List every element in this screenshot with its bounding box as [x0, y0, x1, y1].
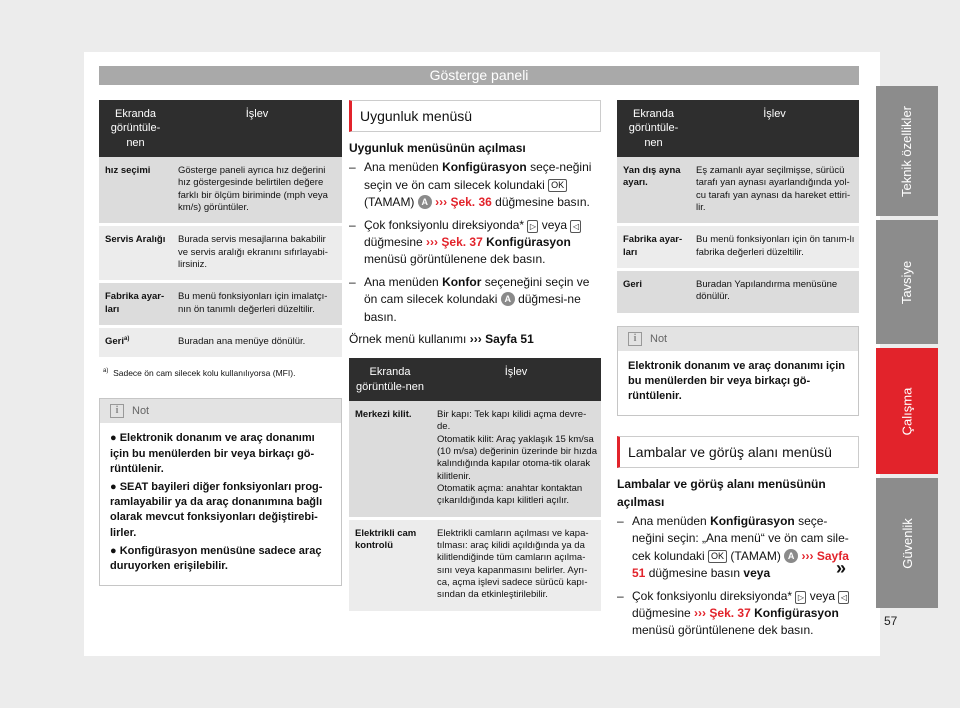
- callout-a-icon: A: [501, 292, 515, 306]
- function-table-3: [617, 100, 859, 316]
- table-row: Fabrika ayar-ları Bu menü fonksiyonları için ön tanım-lı fabrika değerleri düzeltilir.: [617, 225, 859, 270]
- page-link[interactable]: Sayfa 51: [632, 548, 849, 581]
- figure-link[interactable]: Şek. 37: [441, 234, 483, 249]
- ok-key-icon: OK: [708, 550, 727, 563]
- instruction-step: – Ana menüden Konfor seçeneğini seçin ve ön cam silecek kolundaki A düğmesi-ne basın.: [349, 274, 601, 326]
- ok-key-icon: OK: [548, 179, 567, 192]
- table-header-function: İşlev: [172, 100, 342, 157]
- section-title: Lambalar ve görüş alanı menüsü: [617, 436, 859, 468]
- note-title: Not: [132, 405, 150, 418]
- callout-a-icon: A: [784, 549, 798, 563]
- table-row: Fabrika ayar-ları Bu menü fonksiyonları için imalatçı-nın ön tanımlı değerleri düzeltilir.: [99, 282, 342, 327]
- table-row: Elektrikli cam kontrolü Elektrikli camların açılması ve kapa-tılması: araç kilidi açıldığında ya da kilitlendiğinde tüm camların açılma-sını veya kapanmasını belirler. Ayrı-ca, açma işlevi sadece sürücü kapı-sından da etkinleştirilebilir.: [349, 518, 601, 612]
- instruction-step: – Çok fonksiyonlu direksiyonda* ▷ veya ◁ düğmesine ››› Şek. 37 Konfigürasyon menüsü görüntülenene dek basın.: [349, 217, 601, 269]
- arrow-left-key-icon: ◁: [838, 591, 849, 604]
- column-right: [617, 100, 859, 645]
- table-row: hız seçimi Gösterge paneli ayrıca hız değerini hız göstergesinde belirtilen değere farklı bir ölçüm biriminde (mph veya km/s) görüntüler.: [99, 157, 342, 225]
- info-icon: i: [628, 332, 642, 346]
- arrow-left-key-icon: ◁: [570, 220, 581, 233]
- note-text: Elektronik donanım ve araç donanımı için bu menülerden bir veya birkaçı gö-rüntülenir.: [628, 359, 846, 402]
- arrow-right-key-icon: ▷: [527, 220, 538, 233]
- column-middle: [349, 100, 601, 614]
- subheading: Uygunluk menüsünün açılması: [349, 141, 526, 155]
- note-bullet: ● Konfigürasyon menüsüne sadece araç duruyorken erişilebilir.: [110, 544, 322, 572]
- footnote: $^{a)}$ Sadece ön cam silecek kolu kullanılıyorsa (MFI).: [103, 368, 296, 379]
- table-row: Merkezi kilit. Bir kapı: Tek kapı kilidi açma devre-de. Otomatik kilit: Araç yaklaşık 15 km/sa (10 m/sa) değerinin üzerinde bir hızda kalındığında kapılar otoma-tik olarak kilitlenir. Otomatik açma: anahtar kontaktan çıkarıldığında kapı kilitleri açılır.: [349, 401, 601, 518]
- note-box: [99, 398, 342, 586]
- note-bullet: ● SEAT bayileri diğer fonksiyonları prog-ramlayabilir ya da araç donanımına bağlı olarak mevcut fonksiyonları değiştirebi-lirler.: [110, 481, 323, 539]
- tab-guvenlik[interactable]: Güvenlik: [876, 478, 938, 608]
- table-header-function: İşlev: [431, 358, 601, 401]
- tab-tavsiye[interactable]: Tavsiye: [876, 220, 938, 344]
- note-title: Not: [650, 332, 668, 345]
- table-header-display: Ekranda görüntüle-nen: [99, 100, 172, 157]
- tab-calisma[interactable]: Çalışma: [876, 348, 938, 474]
- page-link[interactable]: Sayfa 51: [485, 331, 534, 346]
- tab-teknik-ozellikler[interactable]: Teknik özellikler: [876, 86, 938, 216]
- note-box: [617, 326, 859, 417]
- column-left: [99, 100, 342, 586]
- arrow-right-key-icon: ▷: [795, 591, 806, 604]
- continue-icon: »: [836, 558, 847, 578]
- note-bullet: ● Elektronik donanım ve araç donanımı için bu menülerden bir veya birkaçı gö-rüntülenir.: [110, 432, 315, 475]
- table-header-display: Ekranda görüntüle-nen: [617, 100, 690, 157]
- function-table-2: [349, 358, 601, 613]
- table-row: Geri$^{a)}$ Buradan ana menüye dönülür.: [99, 326, 342, 359]
- table-row: Servis Aralığı Burada servis mesajlarına bakabilir ve servis aralığı ekranını sıfırlayabi-lirsiniz.: [99, 225, 342, 282]
- instruction-step: – Ana menüden Konfigürasyon seçe-neğini seçin: „Ana menü“ ve ön cam sile-cek kolundaki OK (TAMAM) A ››› Sayfa 51 düğmesine basın veya: [617, 513, 859, 583]
- callout-a-icon: A: [418, 195, 432, 209]
- table-row: Yan dış ayna ayarı. Eş zamanlı ayar seçilmişse, sürücü tarafı yan aynası ayarlandığında yol-cu tarafı yan aynası da hareket ettiri-lir.: [617, 157, 859, 225]
- section-title: Uygunluk menüsü: [349, 100, 601, 132]
- table-row: Geri Buradan Yapılandırma menüsüne dönülür.: [617, 269, 859, 314]
- example-reference: Örnek menü kullanımı ››› Sayfa 51: [349, 331, 534, 346]
- subheading: Lambalar ve görüş alanı menüsünün açılması: [617, 477, 826, 509]
- instruction-step: – Ana menüden Konfigürasyon seçe-neğini seçin ve ön cam silecek kolundaki OK (TAMAM) A ››› Şek. 36 düğmesine basın.: [349, 159, 601, 211]
- figure-link[interactable]: Şek. 36: [450, 195, 492, 210]
- page-number: 57: [884, 614, 898, 628]
- table-header-display: Ekranda görüntüle-nen: [349, 358, 431, 401]
- info-icon: i: [110, 404, 124, 418]
- figure-link[interactable]: Şek. 37: [709, 605, 751, 620]
- page-header: Gösterge paneli: [99, 66, 859, 85]
- instruction-step: – Çok fonksiyonlu direksiyonda* ▷ veya ◁ düğmesine ››› Şek. 37 Konfigürasyon menüsü görüntülenene dek basın.: [617, 588, 859, 640]
- table-header-function: İşlev: [690, 100, 859, 157]
- function-table-1: [99, 100, 342, 360]
